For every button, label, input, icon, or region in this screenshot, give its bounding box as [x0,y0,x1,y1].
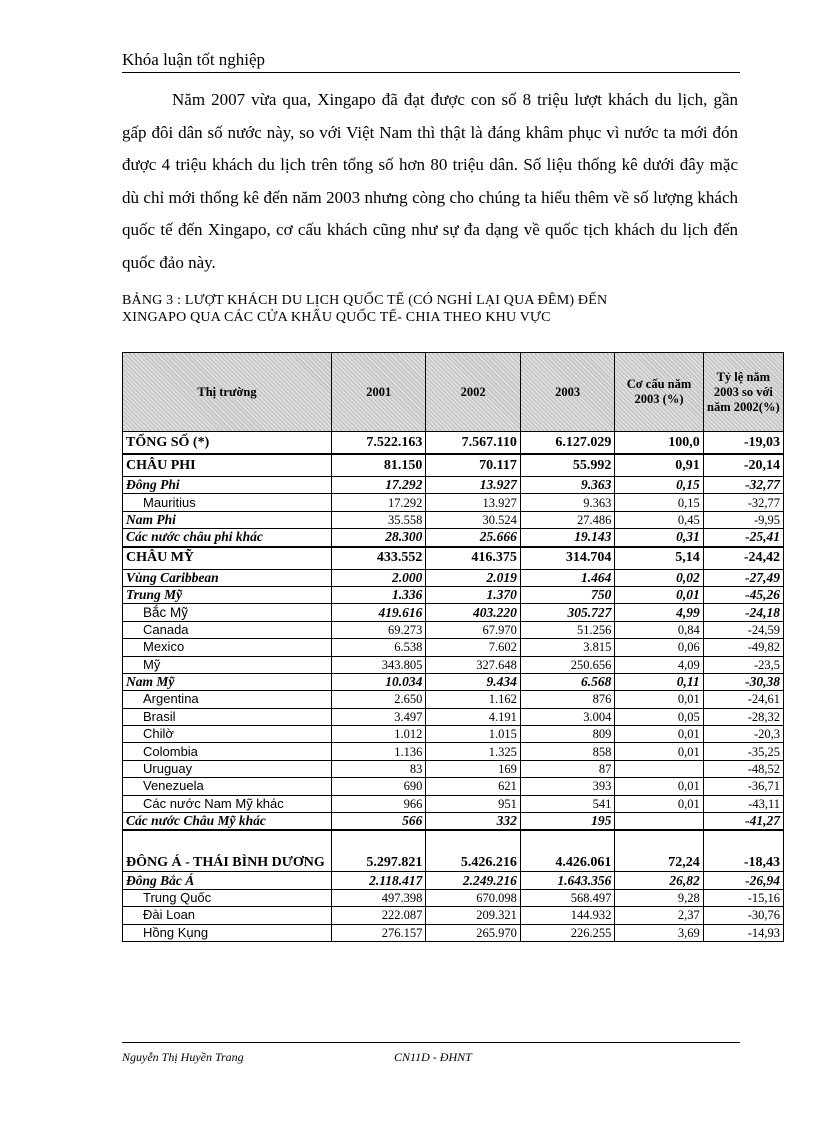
cell-ratio: -36,71 [703,778,783,795]
cell-value-2002: 25.666 [426,529,520,547]
cell-value-2002: 327.648 [426,656,520,673]
cell-market: Uruguay [123,760,332,777]
header-ratio-2003-2002: Tỷ lệ năm 2003 so với năm 2002(%) [703,353,783,432]
cell-market: Đông Bắc Á [123,872,332,889]
cell-market: CHÂU PHI [123,454,332,477]
cell-share-2003: 0,45 [615,511,703,528]
cell-market: Mỹ [123,656,332,673]
cell-value-2002: 169 [426,760,520,777]
cell-value-2001: 2.000 [331,569,425,586]
cell-ratio: -24,42 [703,547,783,570]
table-row [123,454,784,477]
cell-market: Mexico [123,639,332,656]
cell-ratio: -15,16 [703,889,783,906]
cell-market: Brasil [123,708,332,725]
cell-value-2001: 276.157 [331,924,425,941]
cell-share-2003: 100,0 [615,432,703,455]
cell-market: ĐÔNG Á - THÁI BÌNH DƯƠNG [123,830,332,872]
cell-value-2002: 209.321 [426,907,520,924]
cell-value-2003: 393 [520,778,614,795]
cell-value-2002: 70.117 [426,454,520,477]
cell-market: Mauritius [123,494,332,511]
table-row [123,547,784,570]
cell-value-2003: 750 [520,586,614,603]
cell-value-2002: 1.370 [426,586,520,603]
cell-value-2002: 621 [426,778,520,795]
cell-value-2002: 1.015 [426,726,520,743]
cell-share-2003 [615,813,703,831]
cell-value-2003: 541 [520,795,614,812]
cell-value-2001: 1.336 [331,586,425,603]
cell-value-2002: 13.927 [426,477,520,494]
header-structure-2003: Cơ cấu năm 2003 (%) [615,353,703,432]
cell-ratio: -32,77 [703,494,783,511]
cell-value-2002: 2.249.216 [426,872,520,889]
cell-market: Các nước Châu Mỹ khác [123,813,332,831]
cell-ratio: -30,38 [703,673,783,690]
header-market: Thị trường [123,353,332,432]
cell-ratio: -48,52 [703,760,783,777]
cell-market: Vùng Caribbean [123,569,332,586]
cell-value-2001: 566 [331,813,425,831]
table-row [123,639,784,656]
table-row [123,872,784,889]
table-row [123,889,784,906]
cell-share-2003: 0,01 [615,743,703,760]
cell-value-2001: 6.538 [331,639,425,656]
cell-value-2001: 2.118.417 [331,872,425,889]
cell-value-2002: 265.970 [426,924,520,941]
cell-value-2002: 403.220 [426,604,520,621]
cell-share-2003: 9,28 [615,889,703,906]
table-row [123,907,784,924]
cell-value-2001: 497.398 [331,889,425,906]
cell-ratio: -45,26 [703,586,783,603]
cell-value-2002: 7.567.110 [426,432,520,455]
cell-value-2002: 67.970 [426,621,520,638]
cell-value-2003: 1.643.356 [520,872,614,889]
cell-ratio: -23,5 [703,656,783,673]
cell-value-2003: 876 [520,691,614,708]
cell-share-2003: 0,15 [615,494,703,511]
cell-ratio: -24,59 [703,621,783,638]
cell-value-2003: 87 [520,760,614,777]
cell-value-2003: 6.568 [520,673,614,690]
cell-share-2003: 4,09 [615,656,703,673]
cell-market: Colombia [123,743,332,760]
cell-value-2003: 3.815 [520,639,614,656]
table-row [123,708,784,725]
cell-market: CHÂU MỸ [123,547,332,570]
cell-share-2003: 0,84 [615,621,703,638]
cell-value-2001: 2.650 [331,691,425,708]
cell-market: Đài Loan [123,907,332,924]
cell-ratio: -41,27 [703,813,783,831]
table-row [123,743,784,760]
cell-value-2002: 13.927 [426,494,520,511]
cell-value-2001: 28.300 [331,529,425,547]
table-caption-line-2: XINGAPO QUA CÁC CỬA KHẨU QUỐC TẾ- CHIA THEO KHU VỰC [122,310,551,325]
cell-share-2003: 0,01 [615,778,703,795]
cell-value-2001: 17.292 [331,494,425,511]
table-header-row [123,353,784,432]
cell-value-2002: 30.524 [426,511,520,528]
table-caption-line-1: BẢNG 3 : LƯỢT KHÁCH DU LỊCH QUỐC TẾ (CÓ NGHỈ LẠI QUA ĐÊM) ĐẾN [122,293,608,308]
cell-value-2001: 419.616 [331,604,425,621]
table-row [123,760,784,777]
cell-market: Nam Mỹ [123,673,332,690]
cell-market: TỔNG SỐ (*) [123,432,332,455]
cell-value-2001: 69.273 [331,621,425,638]
cell-ratio: -25,41 [703,529,783,547]
table-row [123,726,784,743]
cell-value-2002: 1.162 [426,691,520,708]
cell-value-2001: 690 [331,778,425,795]
cell-share-2003: 5,14 [615,547,703,570]
cell-value-2002: 7.602 [426,639,520,656]
cell-value-2003: 809 [520,726,614,743]
cell-value-2003: 195 [520,813,614,831]
cell-value-2003: 55.992 [520,454,614,477]
cell-market: Trung Quốc [123,889,332,906]
cell-ratio: -24,61 [703,691,783,708]
footer-class-page: CN11D - ĐHNT [394,1050,472,1064]
cell-market: Chilờ [123,726,332,743]
cell-value-2001: 1.136 [331,743,425,760]
table-row [123,691,784,708]
cell-market: Các nước Nam Mỹ khác [123,795,332,812]
cell-share-2003: 0,06 [615,639,703,656]
table-row [123,830,784,872]
cell-value-2001: 3.497 [331,708,425,725]
cell-share-2003: 0,11 [615,673,703,690]
cell-ratio: -24,18 [703,604,783,621]
cell-share-2003: 0,01 [615,726,703,743]
cell-share-2003: 0,15 [615,477,703,494]
table-row [123,494,784,511]
cell-share-2003: 0,91 [615,454,703,477]
cell-ratio: -20,14 [703,454,783,477]
table-body [123,432,784,942]
cell-value-2001: 433.552 [331,547,425,570]
cell-value-2001: 35.558 [331,511,425,528]
table-row [123,569,784,586]
cell-value-2003: 51.256 [520,621,614,638]
cell-value-2001: 222.087 [331,907,425,924]
cell-share-2003: 2,37 [615,907,703,924]
cell-value-2003: 9.363 [520,494,614,511]
cell-share-2003: 3,69 [615,924,703,941]
cell-share-2003: 26,82 [615,872,703,889]
cell-value-2001: 7.522.163 [331,432,425,455]
cell-ratio: -30,76 [703,907,783,924]
table-row [123,621,784,638]
footer-divider [122,1042,740,1043]
cell-value-2001: 17.292 [331,477,425,494]
cell-value-2001: 81.150 [331,454,425,477]
cell-market: Hồng Kụng [123,924,332,941]
header-2002: 2002 [426,353,520,432]
table-row [123,432,784,455]
cell-value-2001: 5.297.821 [331,830,425,872]
table-row [123,511,784,528]
footer-author: Nguyễn Thị Huyền Trang [122,1050,244,1064]
table-row [123,656,784,673]
cell-value-2003: 314.704 [520,547,614,570]
table-row [123,477,784,494]
cell-share-2003: 0,02 [615,569,703,586]
cell-value-2003: 250.656 [520,656,614,673]
table-caption [122,292,742,326]
cell-ratio: -9,95 [703,511,783,528]
table-row [123,813,784,831]
cell-ratio: -20,3 [703,726,783,743]
cell-value-2003: 19.143 [520,529,614,547]
header-2001: 2001 [331,353,425,432]
cell-ratio: -49,82 [703,639,783,656]
cell-value-2001: 10.034 [331,673,425,690]
table-row [123,795,784,812]
cell-value-2003: 226.255 [520,924,614,941]
cell-market: Venezuela [123,778,332,795]
table-row [123,924,784,941]
cell-value-2002: 670.098 [426,889,520,906]
cell-market: Đông Phi [123,477,332,494]
cell-value-2001: 966 [331,795,425,812]
cell-ratio: -43,11 [703,795,783,812]
cell-value-2001: 343.805 [331,656,425,673]
document-header-title: Khóa luận tốt nghiệp [122,50,266,69]
cell-value-2003: 568.497 [520,889,614,906]
cell-market: Bắc Mỹ [123,604,332,621]
cell-value-2003: 4.426.061 [520,830,614,872]
cell-value-2001: 83 [331,760,425,777]
cell-value-2003: 6.127.029 [520,432,614,455]
cell-share-2003: 0,01 [615,586,703,603]
tourist-arrivals-table [122,352,784,942]
cell-share-2003: 0,31 [615,529,703,547]
cell-share-2003: 72,24 [615,830,703,872]
cell-value-2002: 5.426.216 [426,830,520,872]
table-row [123,673,784,690]
cell-value-2003: 305.727 [520,604,614,621]
table-row [123,778,784,795]
cell-value-2002: 416.375 [426,547,520,570]
cell-market: Argentina [123,691,332,708]
cell-value-2002: 4.191 [426,708,520,725]
table-row [123,586,784,603]
cell-ratio: -18,43 [703,830,783,872]
cell-value-2003: 27.486 [520,511,614,528]
cell-market: Nam Phi [123,511,332,528]
cell-value-2003: 858 [520,743,614,760]
cell-value-2002: 951 [426,795,520,812]
header-divider [122,72,740,73]
cell-share-2003: 0,05 [615,708,703,725]
cell-market: Các nước châu phi khác [123,529,332,547]
cell-share-2003 [615,760,703,777]
cell-value-2003: 1.464 [520,569,614,586]
cell-market: Trung Mỹ [123,586,332,603]
table-row [123,529,784,547]
cell-share-2003: 0,01 [615,795,703,812]
cell-value-2001: 1.012 [331,726,425,743]
table-row [123,604,784,621]
cell-ratio: -28,32 [703,708,783,725]
cell-ratio: -32,77 [703,477,783,494]
cell-value-2003: 3.004 [520,708,614,725]
cell-value-2002: 1.325 [426,743,520,760]
cell-value-2002: 332 [426,813,520,831]
intro-paragraph: Năm 2007 vừa qua, Xingapo đã đạt được con số 8 triệu lượt khách du lịch, gần gấp đôi dân số nước này, so với Việt Nam thì thật là đáng khâm phục vì nước ta mới đón được 4 triệu khách du lịch trên tổng số hơn 80 triệu dân. Số liệu thống kê dưới đây mặc dù chỉ mới thống kê đến năm 2003 nhưng còng cho chúng ta hiểu thêm về số lượng khách quốc tế đến Xingapo, cơ cấu khách cũng như sự đa dạng về quốc tịch khách du lịch đến quốc đảo này. [122,90,738,272]
cell-value-2002: 2.019 [426,569,520,586]
cell-ratio: -35,25 [703,743,783,760]
cell-ratio: -26,94 [703,872,783,889]
cell-share-2003: 4,99 [615,604,703,621]
cell-ratio: -14,93 [703,924,783,941]
cell-market: Canada [123,621,332,638]
cell-ratio: -27,49 [703,569,783,586]
header-2003: 2003 [520,353,614,432]
cell-value-2002: 9.434 [426,673,520,690]
cell-value-2003: 144.932 [520,907,614,924]
cell-share-2003: 0,01 [615,691,703,708]
cell-ratio: -19,03 [703,432,783,455]
cell-value-2003: 9.363 [520,477,614,494]
